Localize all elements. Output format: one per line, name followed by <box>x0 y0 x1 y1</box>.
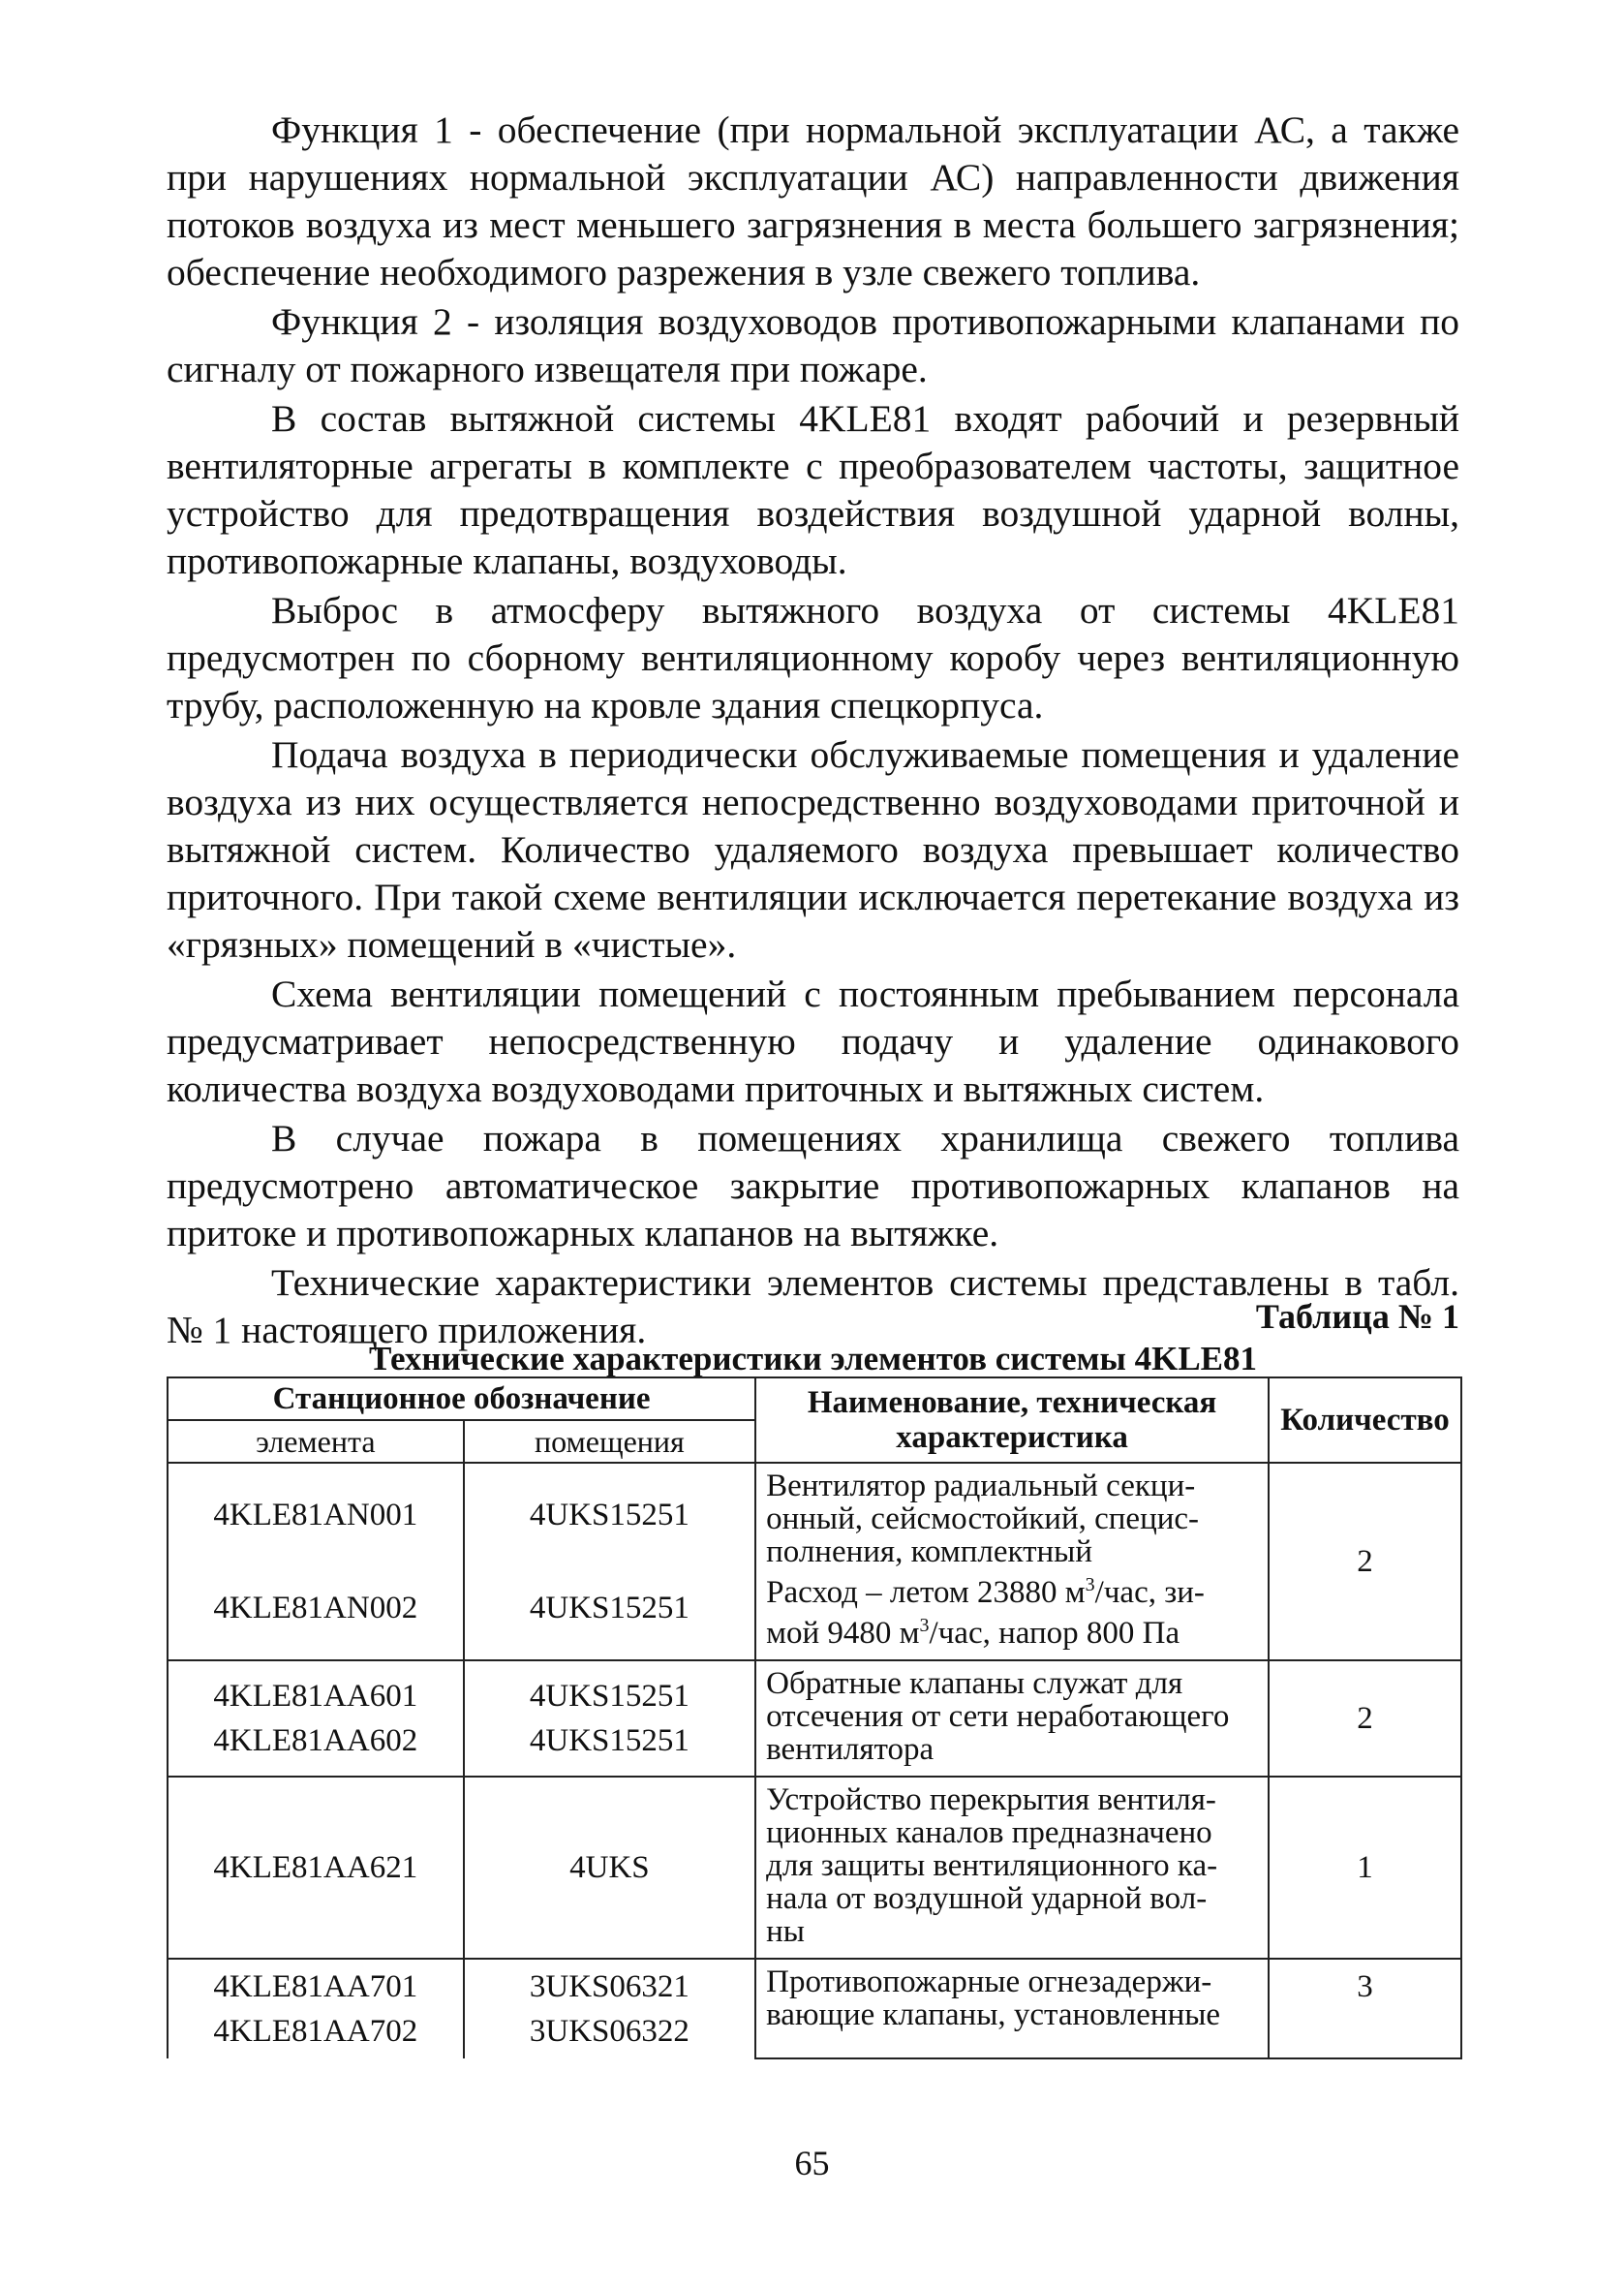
description-line: ны <box>766 1914 805 1949</box>
description-cell <box>755 1463 1269 1660</box>
paragraph-fire-case: В случае пожара в помещениях хранилища свежего топлива предусмотрено автоматическое закрытие противопожарных клапанов на притоке и противопожарных клапанов на вытяжке. <box>167 1117 1459 1254</box>
paragraph-air-supply: Подача воздуха в периодически обслуживаемые помещения и удаление воздуха из них осуществляется непосредственно воздуховодами приточной и вытяжной систем. Количество удаляемого воздуха превышает количество приточного. При такой схеме вентиляции исключается перетекание воздуха из «грязных» помещений в «чистые». <box>167 733 1459 966</box>
room-cell <box>464 1777 755 1959</box>
header-room: помещения <box>464 1420 755 1463</box>
element-code: 4KLE81AA701 <box>213 1969 418 2004</box>
room-cell <box>464 1660 755 1777</box>
quantity-cell: 2 <box>1269 1660 1461 1777</box>
description-line: вающие клапаны, установленные <box>766 1997 1221 2032</box>
element-code: 4KLE81AN001 <box>213 1498 418 1532</box>
paragraph-function-2: Функция 2 - изоляция воздуховодов противопожарными клапанами по сигналу от пожарного извещателя при пожаре. <box>167 300 1459 390</box>
paragraph-table-reference: Технические характеристики элементов системы представлены в табл. № 1 настоящего приложения. <box>167 1261 1459 1351</box>
element-cell <box>168 1660 464 1777</box>
quantity-cell: 2 <box>1269 1463 1461 1660</box>
superscript: 3 <box>1085 1574 1095 1595</box>
description-line: Устройство перекрытия вентиля- <box>766 1782 1216 1817</box>
table-title: Технические характеристики элементов системы 4KLE81 <box>368 1340 1258 1377</box>
element-cell <box>168 1463 464 1660</box>
page-number: 65 <box>794 2144 830 2182</box>
description-line: полнения, комплектный <box>766 1534 1093 1569</box>
room-code: 3UKS06321 <box>529 1969 689 2004</box>
body-text <box>167 107 1459 1356</box>
room-code: 4UKS15251 <box>529 1723 689 1758</box>
description-line: нала от воздушной ударной вол- <box>766 1881 1208 1916</box>
header-name: Наименование, техническая характеристика <box>755 1377 1269 1463</box>
element-code: 4KLE81AA702 <box>213 2014 418 2049</box>
element-cell <box>168 1959 464 2058</box>
room-code: 4UKS15251 <box>529 1498 689 1532</box>
element-code: 4KLE81AA601 <box>213 1679 418 1714</box>
room-cell <box>464 1959 755 2058</box>
superscript: 3 <box>919 1615 930 1636</box>
flow-line <box>766 1609 1262 1650</box>
table-row <box>168 1959 1461 2058</box>
element-cell <box>168 1777 464 1959</box>
description-line: Обратные клапаны служат для <box>766 1666 1183 1701</box>
room-cell <box>464 1463 755 1660</box>
description-cell <box>755 1660 1269 1777</box>
description-line: для защиты вентиляционного ка- <box>766 1848 1218 1883</box>
element-code: 4KLE81AA621 <box>213 1850 418 1885</box>
description-cell <box>755 1777 1269 1959</box>
description-cell <box>755 1959 1269 2058</box>
paragraph-function-1: Функция 1 - обеспечение (при нормальной эксплуатации АС, а также при нарушениях нормальной эксплуатации АС) направленности движения потоков воздуха из мест меньшего загрязнения в места большего загрязнения; обеспечение необходимого разрежения в узле свежего топлива. <box>167 108 1459 294</box>
room-code: 3UKS06322 <box>529 2014 689 2049</box>
paragraph-ventilation-scheme: Схема вентиляции помещений с постоянным пребыванием персонала предусматривает непосредственную подачу и удаление одинакового количества воздуха воздуховодами приточных и вытяжных систем. <box>167 973 1459 1110</box>
spec-table <box>167 1376 1462 2059</box>
paragraph-exhaust-release: Выброс в атмосферу вытяжного воздуха от системы 4KLE81 предусмотрен по сборному вентиляционному коробу через вентиляционную трубу, расположенную на кровле здания спецкорпуса. <box>167 589 1459 727</box>
header-quantity: Количество <box>1269 1377 1461 1463</box>
flow-text: Расход – летом 23880 м <box>766 1575 1086 1610</box>
table-row <box>168 1463 1461 1660</box>
description-line: онный, сейсмостойкий, специс- <box>766 1501 1200 1536</box>
element-code: 4KLE81AA602 <box>213 1723 418 1758</box>
description-line: вентилятора <box>766 1732 935 1767</box>
table-row <box>168 1660 1461 1777</box>
flow-text: мой 9480 м <box>766 1616 920 1651</box>
description-line: Противопожарные огнезадержи- <box>766 1964 1212 1999</box>
description-line: ционных каналов предназначено <box>766 1815 1212 1850</box>
flow-text: /час, зи- <box>1094 1575 1205 1610</box>
header-element: элемента <box>168 1420 464 1463</box>
table-header-row <box>168 1377 1461 1420</box>
element-code: 4KLE81AN002 <box>213 1591 418 1625</box>
header-designation: Станционное обозначение <box>168 1377 755 1420</box>
room-code: 4UKS15251 <box>529 1591 689 1625</box>
description-line: Вентилятор радиальный секци- <box>766 1469 1196 1503</box>
room-code: 4UKS15251 <box>529 1679 689 1714</box>
flow-line <box>766 1568 1262 1609</box>
table-number: Таблица № 1 <box>1255 1297 1459 1336</box>
flow-text: /час, напор 800 Па <box>929 1616 1180 1651</box>
description-line: отсечения от сети неработающего <box>766 1699 1230 1734</box>
quantity-cell: 3 <box>1269 1959 1461 2058</box>
room-code: 4UKS <box>569 1850 650 1885</box>
quantity-cell: 1 <box>1269 1777 1461 1959</box>
table-row <box>168 1777 1461 1959</box>
paragraph-system-composition: В состав вытяжной системы 4KLE81 входят рабочий и резервный вентиляторные агрегаты в комплекте с преобразователем частоты, защитное устройство для предотвращения воздействия воздушной ударной волны, противопожарные клапаны, воздуховоды. <box>167 397 1459 582</box>
